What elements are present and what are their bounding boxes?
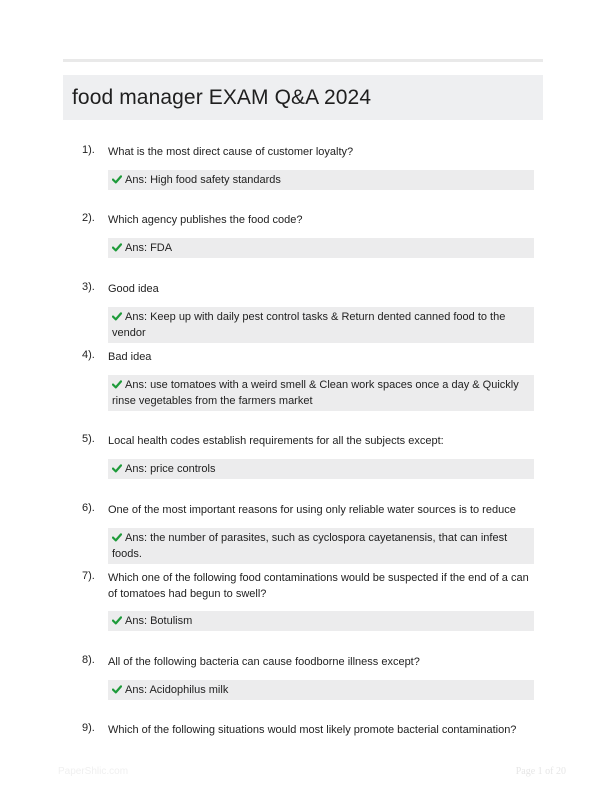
question-text: Which one of the following food contaminations would be suspected if the end of a can of tomatoes had begun to swell?: [108, 572, 529, 600]
check-icon: [112, 464, 122, 473]
page-title: food manager EXAM Q&A 2024: [72, 85, 372, 109]
answer-box: [108, 680, 534, 700]
answer-text: Ans: Botulism: [125, 615, 193, 627]
question-text: Which agency publishes the food code?: [108, 214, 303, 226]
question-text: One of the most important reasons for using only reliable water sources is to reduce: [108, 504, 516, 516]
question-number: 3).: [82, 281, 95, 293]
check-icon: [112, 533, 122, 542]
answer-box: [108, 528, 534, 564]
answer-text: Ans: Keep up with daily pest control tasks & Return dented canned food to the vendor: [112, 311, 506, 339]
question-text: Which of the following situations would most likely promote bacterial contamination?: [108, 724, 517, 736]
question-text: Bad idea: [108, 351, 152, 363]
question-number: 5).: [82, 433, 95, 445]
check-icon: [112, 685, 122, 694]
check-icon: [112, 312, 122, 321]
question-number: 6).: [82, 502, 95, 514]
answer-box: [108, 307, 534, 343]
question-text: What is the most direct cause of customer loyalty?: [108, 146, 354, 158]
check-icon: [112, 616, 122, 625]
check-icon: [112, 175, 122, 184]
question-text: All of the following bacteria can cause foodborne illness except?: [108, 656, 420, 668]
answer-text: Ans: High food safety standards: [125, 174, 281, 186]
question-text: Good idea: [108, 283, 159, 295]
check-icon: [112, 243, 122, 252]
question-text: Local health codes establish requirements for all the subjects except:: [108, 435, 444, 447]
answer-text: Ans: price controls: [125, 463, 216, 475]
answer-box: [108, 459, 534, 479]
answer-box: [108, 170, 534, 190]
question-number: 1).: [82, 144, 95, 156]
answer-text: Ans: FDA: [125, 242, 173, 254]
question-number: 4).: [82, 349, 95, 361]
question-number: 7).: [82, 570, 95, 582]
answer-text: Ans: use tomatoes with a weird smell & Clean work spaces once a day & Quickly rinse vegetables from the farmers market: [112, 379, 519, 407]
question-number: 9).: [82, 722, 95, 734]
answer-box: [108, 611, 534, 631]
answer-box: [108, 375, 534, 411]
answer-text: Ans: Acidophilus milk: [125, 684, 229, 696]
answer-text: Ans: the number of parasites, such as cyclospora cayetanensis, that can infest foods.: [112, 532, 508, 560]
page-number: Page 1 of 20: [515, 766, 566, 777]
question-number: 2).: [82, 212, 95, 224]
check-icon: [112, 380, 122, 389]
footer-watermark: PaperShlic.com: [58, 766, 129, 777]
answer-box: [108, 238, 534, 258]
question-number: 8).: [82, 654, 95, 666]
